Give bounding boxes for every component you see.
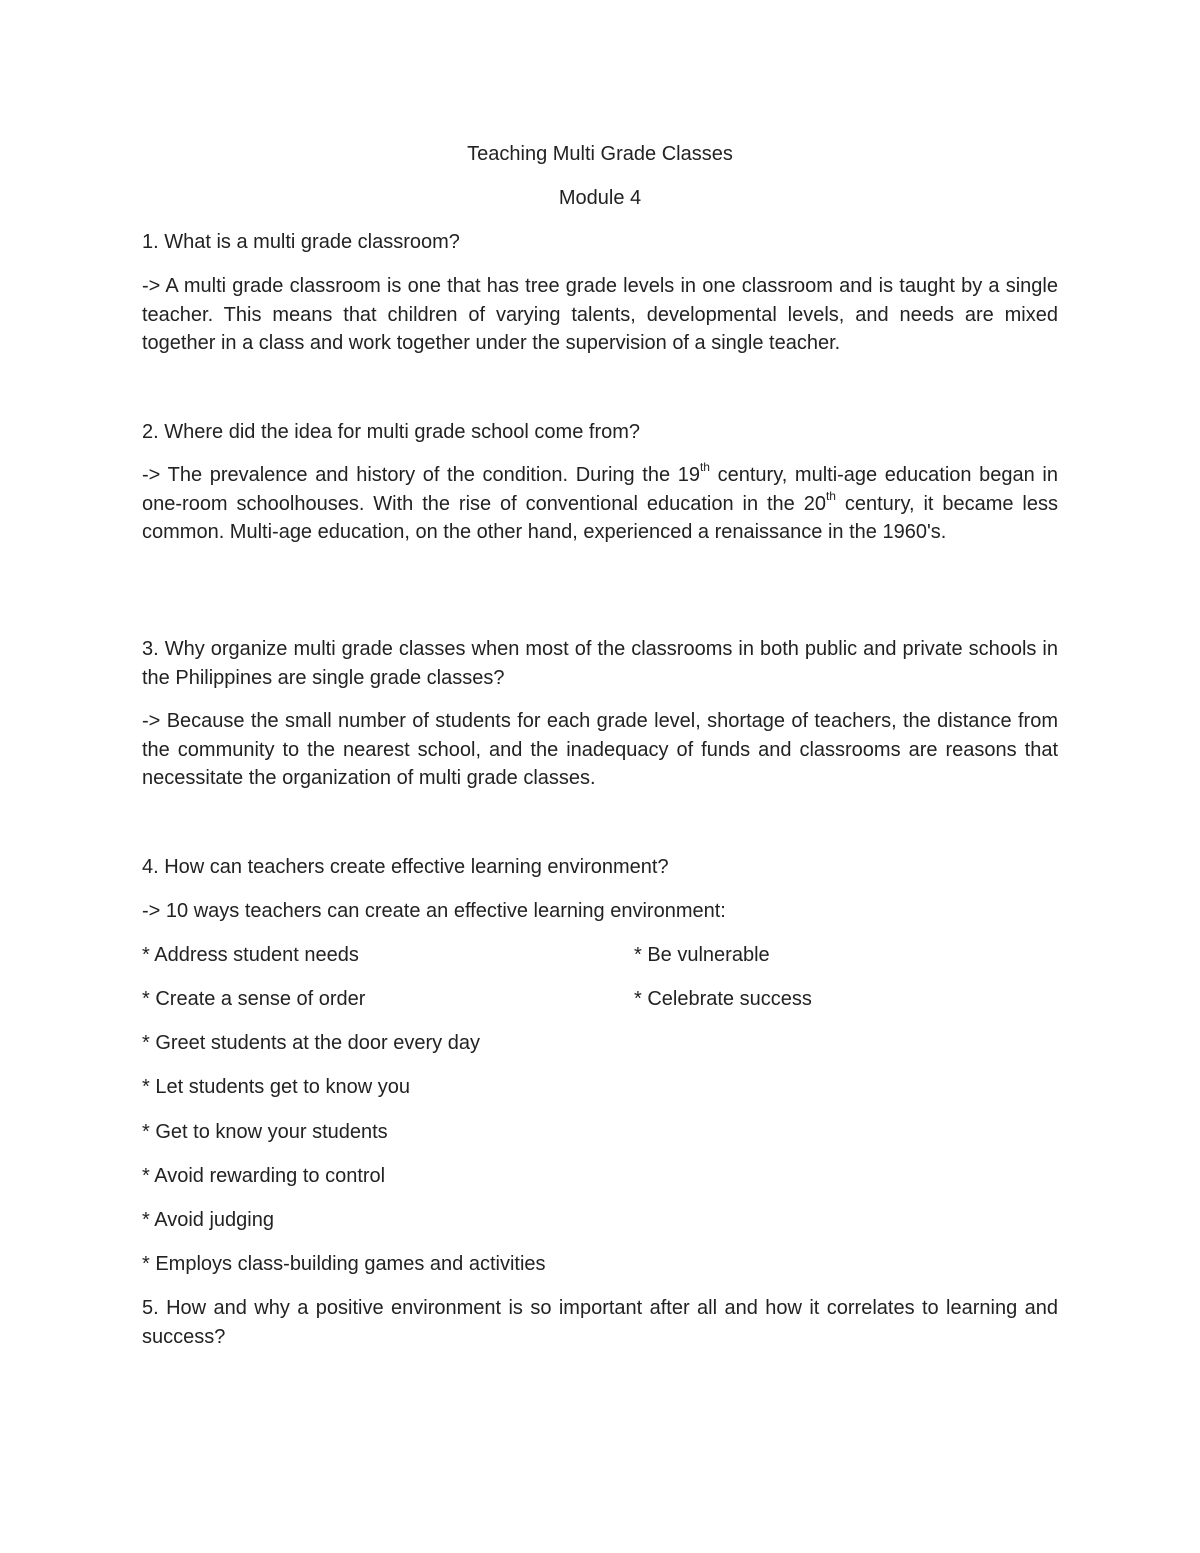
answer-3 xyxy=(142,707,1058,793)
list-item: * Celebrate success xyxy=(634,988,812,1010)
document-page xyxy=(142,0,1058,1553)
question-1: 1. What is a multi grade classroom? xyxy=(142,231,460,253)
list-item: * Create a sense of order xyxy=(142,988,366,1010)
answer-2-paragraph xyxy=(142,461,1058,547)
answer-3-text: -> Because the small number of students for each grade level, shortage of teachers, the distance from the community to the nearest school, and the inadequacy of funds and classrooms are reasons that necessitate the organization of multi grade classes. xyxy=(142,710,1058,789)
list-item: * Let students get to know you xyxy=(142,1076,410,1098)
list-item: * Be vulnerable xyxy=(634,944,770,966)
document-title: Teaching Multi Grade Classes xyxy=(467,143,733,165)
list-item: * Employs class-building games and activities xyxy=(142,1253,546,1275)
answer-4-intro: -> 10 ways teachers can create an effective learning environment: xyxy=(142,900,726,922)
question-5-text: 5. How and why a positive environment is so important after all and how it correlates to learning and success? xyxy=(142,1297,1058,1348)
answer-2-part-c: century, it became less common. Multi-age education, on the other hand, experienced a renaissance in the 1960's. xyxy=(142,492,1058,543)
list-item: * Avoid rewarding to control xyxy=(142,1165,386,1187)
question-3-text: 3. Why organize multi grade classes when most of the classrooms in both public and private schools in the Philippines are single grade classes? xyxy=(142,638,1058,689)
answer-1 xyxy=(142,272,1058,358)
answer-2-part-b: century, multi-age education began in one-room schoolhouses. With the rise of conventional education in the 20 xyxy=(142,464,1058,515)
question-5 xyxy=(142,1294,1058,1351)
list-item: * Greet students at the door every day xyxy=(142,1032,480,1054)
list-item: * Avoid judging xyxy=(142,1209,274,1231)
answer-2-part-a: -> The prevalence and history of the condition. During the 19 xyxy=(142,464,700,486)
question-3 xyxy=(142,635,1058,692)
answer-2-sup-2: th xyxy=(825,488,836,503)
question-2: 2. Where did the idea for multi grade school come from? xyxy=(142,421,641,443)
list-item: * Address student needs xyxy=(142,944,359,966)
answer-2-sup-1: th xyxy=(699,460,710,475)
list-item: * Get to know your students xyxy=(142,1121,388,1143)
question-4: 4. How can teachers create effective learning environment? xyxy=(142,856,669,878)
answer-2 xyxy=(142,461,1058,547)
module-label: Module 4 xyxy=(558,187,642,209)
answer-1-text: -> A multi grade classroom is one that has tree grade levels in one classroom and is taught by a single teacher. This means that children of varying talents, developmental levels, and needs are mixed together in a class and work together under the supervision of a single teacher. xyxy=(142,275,1058,354)
